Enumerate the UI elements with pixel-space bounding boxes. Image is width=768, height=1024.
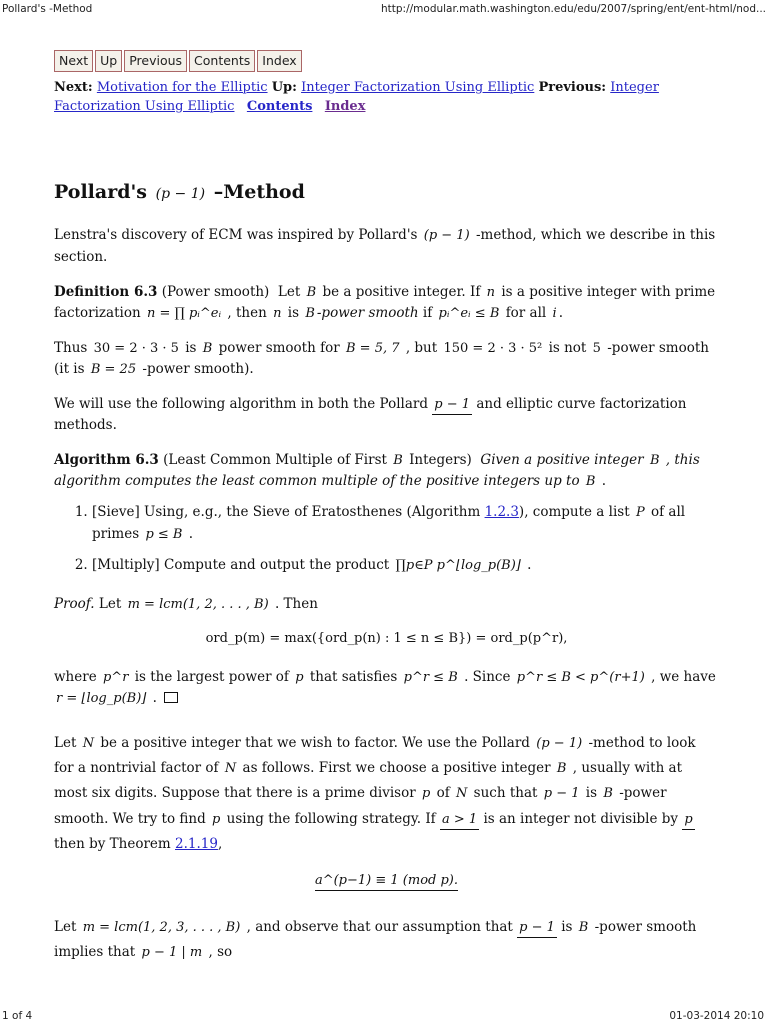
- proof-paragraph: Proof. Let m = lcm(1, 2, . . . , B) . Then: [54, 595, 318, 612]
- algorithm-label: Algorithm 6.3: [54, 452, 159, 469]
- algorithm-steps: [54, 502, 719, 575]
- up-label: Up:: [271, 80, 297, 95]
- algorithm-paragraph: Algorithm 6.3 (Least Common Multiple of First B Integers) Given a positive integer B , this algorithm computes the least common multiple of the positive integers up to B .: [54, 452, 700, 490]
- page-title: Pollard's (p − 1) –Method: [54, 181, 305, 203]
- print-header-title: Pollard's -Method: [2, 3, 93, 15]
- qed-box-icon: [164, 692, 178, 703]
- algorithm-step: 2. [Multiply] Compute and output the product ∏p∈P p^⌊log_p(B)⌋ .: [92, 555, 719, 576]
- page-count: 1 of 4: [2, 1010, 33, 1022]
- index-button[interactable]: Index: [257, 50, 301, 72]
- next-link[interactable]: Motivation for the Elliptic: [96, 80, 268, 95]
- theorem-2-1-19-link[interactable]: 2.1.19: [175, 835, 218, 852]
- proof-display-equation: ord_p(m) = max({ord_p(n) : 1 ≤ n ≤ B}) = ord_p(p^r),: [205, 630, 568, 646]
- up-link[interactable]: Integer Factorization Using Elliptic: [301, 80, 535, 95]
- contents-button[interactable]: Contents: [189, 50, 255, 72]
- title-math: (p − 1): [155, 186, 206, 202]
- example-paragraph: Thus 30 = 2 · 3 · 5 is B power smooth for B = 5, 7 , but 150 = 2 · 3 · 5² is not 5 -power smooth (it is B = 25 -power smooth).: [54, 339, 709, 377]
- definition-label: Definition 6.3: [54, 283, 158, 300]
- page-content: [54, 50, 719, 980]
- algorithm-intro-paragraph: We will use the following algorithm in both the Pollard p − 1 and elliptic curve factorization methods.: [54, 396, 687, 434]
- next-label: Next:: [54, 80, 93, 95]
- definition-paragraph: Definition 6.3 (Power smooth) Let B be a positive integer. If n is a positive integer with prime factorization n = ∏ pᵢ^eᵢ , then n is B -power smooth if pᵢ^eᵢ ≤ B for all i .: [54, 283, 716, 321]
- print-footer: [0, 1006, 768, 1024]
- method-paragraph: Let N be a positive integer that we wish to factor. We use the Pollard (p − 1) -method to look for a nontrivial factor of N as follows. First we choose a positive integer B , usually with at most six digits. Suppose that there is a prime divisor p of N such that p − 1 is B -power smooth. We try to find p using the following strategy. If a > 1 is an integer not divisible by p then by Theorem 2.1.19,: [54, 735, 696, 852]
- next-button[interactable]: Next: [54, 50, 93, 72]
- proof-label: Proof.: [54, 595, 95, 612]
- fermat-display-equation: a^(p−1) ≡ 1 (mod p).: [54, 871, 719, 891]
- nav-links: [54, 78, 719, 116]
- print-header-url: http://modular.math.washington.edu/edu/2007/spring/ent/ent-html/nod...: [381, 3, 766, 15]
- previous-label: Previous:: [538, 80, 607, 95]
- contents-link[interactable]: Contents: [246, 99, 313, 114]
- index-link[interactable]: Index: [324, 99, 366, 114]
- intro-paragraph: Lenstra's discovery of ECM was inspired by Pollard's (p − 1) -method, which we describe in this section.: [54, 227, 716, 265]
- algorithm-step: 1. [Sieve] Using, e.g., the Sieve of Eratosthenes (Algorithm 1.2.3), compute a list P of all primes p ≤ B .: [92, 502, 719, 544]
- print-header: [0, 0, 768, 18]
- last-paragraph: Let m = lcm(1, 2, 3, . . . , B) , and observe that our assumption that p − 1 is B -power smooth implies that p − 1 | m , so: [54, 918, 697, 961]
- previous-button[interactable]: Previous: [124, 50, 187, 72]
- up-button[interactable]: Up: [95, 50, 122, 72]
- proof-conclusion: where p^r is the largest power of p that satisfies p^r ≤ B . Since p^r ≤ B < p^(r+1) , we have r = ⌊log_p(B)⌋ .: [54, 669, 716, 707]
- print-datetime: 01-03-2014 20:10: [669, 1010, 764, 1022]
- nav-buttons: [54, 50, 719, 72]
- algorithm-1-2-3-link[interactable]: 1.2.3: [484, 504, 519, 521]
- previous-link[interactable]: Integer Factorization Using Elliptic: [54, 80, 659, 114]
